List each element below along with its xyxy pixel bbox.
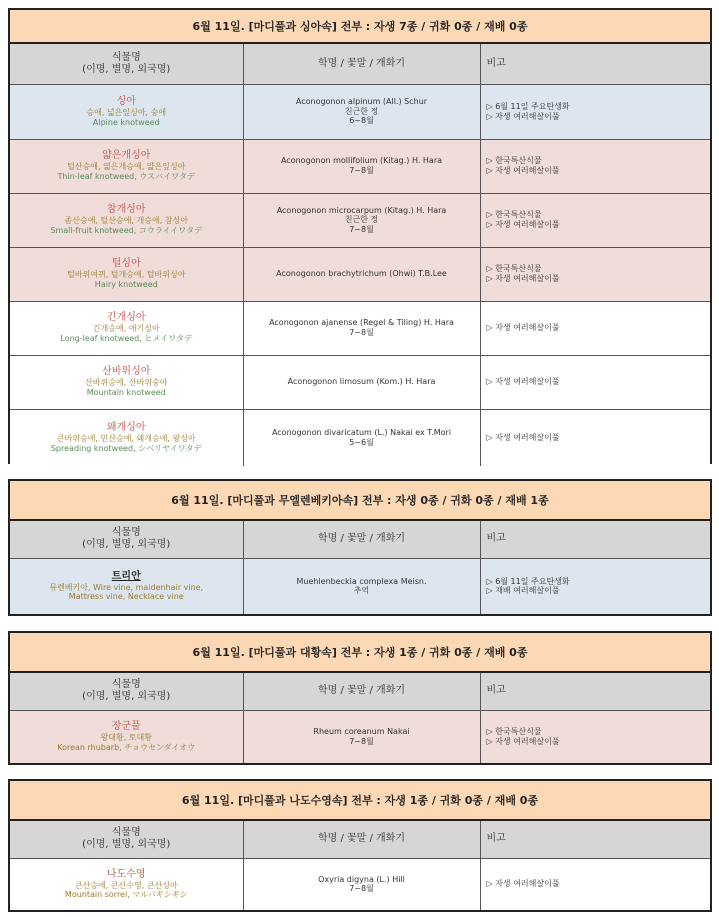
note-line: ▷ 자생 여러해살이풀 bbox=[486, 220, 560, 229]
note-line: ▷ 자생 여러해살이풀 bbox=[486, 736, 560, 746]
scientific-name: Oxyria digyna (L.) Hill bbox=[318, 874, 405, 884]
section-aconogonon bbox=[8, 8, 712, 464]
plant-note-cell bbox=[480, 193, 710, 247]
plant-aliases: 큰바위승애, 민산승애, 왜개승애, 왕싱아 bbox=[56, 434, 196, 444]
scientific-name: Aconogonon mollifolium (Kitag.) H. Hara bbox=[280, 156, 443, 166]
table-row bbox=[10, 355, 710, 409]
note-line: ▷ 한국특산식물 bbox=[486, 264, 542, 274]
note-line: ▷ 6월 11일 주요탄생화 bbox=[486, 101, 570, 111]
header-sci: 학명 / 꽃말 / 개화기 bbox=[243, 821, 480, 858]
section-title: 6월 11일. [마디풀과 무엘렌베키아속] 전부 : 자생 0종 / 귀화 0종 / 재배 1종 bbox=[10, 481, 710, 521]
plant-english: Mountain sorrel, マルバギシギシ bbox=[64, 890, 188, 900]
table-row bbox=[10, 84, 710, 139]
plant-name: 트리안 bbox=[111, 570, 141, 582]
table-row bbox=[10, 558, 710, 614]
note-line: ▷ 한국특산식물 bbox=[486, 727, 542, 737]
plant-note-cell bbox=[480, 409, 710, 466]
bloom-period: 5~6월 bbox=[349, 437, 374, 447]
plant-aliases: 왕대황, 토대황 bbox=[100, 733, 152, 743]
table-header-row bbox=[10, 521, 710, 558]
header-note: 비고 bbox=[480, 44, 710, 84]
plant-name-cell bbox=[10, 193, 243, 247]
section-title: 6월 11일. [마디풀과 나도수영속] 전부 : 자생 1종 / 귀화 0종 / 재배 0종 bbox=[10, 781, 710, 821]
note-line: ▷ 자생 여러해살이풀 bbox=[486, 274, 560, 283]
plant-note-cell bbox=[480, 558, 710, 614]
plant-sci-cell bbox=[243, 409, 480, 466]
plant-note-cell bbox=[480, 858, 710, 910]
plant-note-cell bbox=[480, 710, 710, 763]
note-line: ▷ 6월 11일 주요탄생화 bbox=[486, 576, 570, 586]
header-note: 비고 bbox=[480, 673, 710, 710]
bloom-period: 7~8월 bbox=[349, 884, 374, 894]
scientific-name: Aconogonon limosum (Kom.) H. Hara bbox=[287, 377, 436, 387]
plant-sci-cell bbox=[243, 84, 480, 139]
plant-aliases: 좀산승애, 털산승애, 개승애, 참싱아 bbox=[64, 216, 188, 226]
plant-aliases: 뮤렌베키아, Wire vine, maidenhair vine, bbox=[49, 582, 204, 592]
plant-name: 긴개싱아 bbox=[106, 312, 146, 324]
note-line: ▷ 자생 여러해살이풀 bbox=[486, 432, 560, 442]
plant-english: Thin-leaf knotweed, ウスバイワタデ bbox=[57, 172, 195, 181]
table-header-row bbox=[10, 44, 710, 84]
plant-name-cell bbox=[10, 247, 243, 301]
plant-name-cell bbox=[10, 355, 243, 409]
header-name: 식물명 (이명, 별명, 외국명) bbox=[10, 821, 243, 858]
plant-aliases: 긴개승애, 애기싱아 bbox=[92, 324, 160, 334]
plant-table bbox=[10, 673, 710, 763]
scientific-name: Aconogonon microcarpum (Kitag.) H. Hara bbox=[276, 205, 447, 215]
table-row bbox=[10, 858, 710, 910]
note-line: ▷ 자생 여러해살이풀 bbox=[486, 111, 560, 121]
plant-name-cell bbox=[10, 558, 243, 614]
table-row bbox=[10, 301, 710, 355]
plant-name: 털싱아 bbox=[111, 258, 141, 270]
flower-language: 친근한 정 bbox=[344, 106, 379, 116]
plant-aliases: 큰산승애, 큰산수영, 큰산싱아 bbox=[74, 880, 178, 890]
plant-name-cell bbox=[10, 710, 243, 763]
plant-sci-cell bbox=[243, 301, 480, 355]
plant-note-cell bbox=[480, 139, 710, 193]
plant-name: 장군풀 bbox=[111, 721, 141, 733]
scientific-name: Muehlenbeckia complexa Meisn. bbox=[296, 576, 427, 586]
bloom-period: 6~8월 bbox=[349, 116, 374, 126]
note-line: ▷ 재배 여러해살이풀 bbox=[486, 586, 560, 596]
section-rheum bbox=[8, 631, 712, 765]
scientific-name: Aconogonon divaricatum (L.) Nakai ex T.Mori bbox=[271, 428, 452, 438]
plant-table bbox=[10, 521, 710, 614]
plant-english: Small-fruit knotweed, コウライイワタデ bbox=[50, 226, 203, 235]
bloom-period: 7~8월 bbox=[349, 166, 374, 175]
plant-aliases: 산바위승애, 산바위숭아 bbox=[85, 378, 168, 388]
table-row bbox=[10, 193, 710, 247]
table-row bbox=[10, 710, 710, 763]
header-sci: 학명 / 꽃말 / 개화기 bbox=[243, 673, 480, 710]
table-row bbox=[10, 409, 710, 466]
section-muehlenbeckia bbox=[8, 479, 712, 616]
plant-name: 왜개싱아 bbox=[106, 422, 146, 434]
plant-name: 싱아 bbox=[116, 95, 136, 107]
header-note: 비고 bbox=[480, 821, 710, 858]
table-header-row bbox=[10, 673, 710, 710]
plant-english: Mountain knotweed bbox=[86, 388, 166, 397]
plant-name-cell bbox=[10, 139, 243, 193]
header-note: 비고 bbox=[480, 521, 710, 558]
section-oxyria bbox=[8, 779, 712, 912]
plant-sci-cell bbox=[243, 558, 480, 614]
bloom-period: 7~8월 bbox=[349, 736, 374, 746]
plant-note-cell bbox=[480, 301, 710, 355]
plant-english: Long-leaf knotweed, ヒメイワタデ bbox=[60, 334, 193, 343]
plant-sci-cell bbox=[243, 355, 480, 409]
plant-name-cell bbox=[10, 858, 243, 910]
header-sci: 학명 / 꽃말 / 개화기 bbox=[243, 521, 480, 558]
table-row bbox=[10, 247, 710, 301]
bloom-period: 7~8월 bbox=[349, 328, 374, 337]
plant-sci-cell bbox=[243, 247, 480, 301]
plant-sci-cell bbox=[243, 710, 480, 763]
plant-name: 산바위싱아 bbox=[102, 366, 151, 378]
note-line: ▷ 자생 여러해살이풀 bbox=[486, 879, 560, 889]
scientific-name: Aconogonon brachytrichum (Ohwi) T.B.Lee bbox=[276, 269, 447, 279]
plant-english: Hairy knotweed bbox=[94, 280, 158, 289]
plant-english: Alpine knotweed bbox=[92, 117, 160, 127]
note-line: ▷ 자생 여러해살이풀 bbox=[486, 377, 560, 387]
plant-sci-cell bbox=[243, 193, 480, 247]
note-line: ▷ 자생 여러해살이풀 bbox=[486, 166, 560, 175]
plant-name-cell bbox=[10, 409, 243, 466]
plant-table bbox=[10, 44, 710, 466]
plant-note-cell bbox=[480, 84, 710, 139]
plant-aliases: 털바위여뀌, 털개승애, 털바위싱아 bbox=[67, 270, 186, 280]
plant-note-cell bbox=[480, 355, 710, 409]
scientific-name: Aconogonon ajanense (Regel & Tiling) H. Hara bbox=[269, 318, 454, 328]
plant-sci-cell bbox=[243, 858, 480, 910]
bloom-period: 7~8월 bbox=[349, 224, 374, 234]
flower-language: 친근한 정 bbox=[344, 215, 379, 225]
section-title: 6월 11일. [마디풀과 대황속] 전부 : 자생 1종 / 귀화 0종 / 재배 0종 bbox=[10, 633, 710, 673]
plant-english: Spreading knotweed, シベリヤイワタデ bbox=[50, 443, 202, 453]
header-name: 식물명 (이명, 별명, 외국명) bbox=[10, 673, 243, 710]
plant-english: Korean rhubarb, チョウセンダイオウ bbox=[57, 742, 196, 752]
plant-name-cell bbox=[10, 84, 243, 139]
header-name: 식물명 (이명, 별명, 외국명) bbox=[10, 521, 243, 558]
section-title: 6월 11일. [마디풀과 싱아속] 전부 : 자생 7종 / 귀화 0종 / 재배 0종 bbox=[10, 10, 710, 44]
scientific-name: Rheum coreanum Nakai bbox=[313, 727, 410, 737]
plant-english: Mattress vine, Necklace vine bbox=[68, 592, 184, 602]
table-header-row bbox=[10, 821, 710, 858]
plant-aliases: 승애, 넓은잎싱아, 숭애 bbox=[86, 107, 167, 117]
note-line: ▷ 한국특산식물 bbox=[486, 210, 542, 220]
plant-sci-cell bbox=[243, 139, 480, 193]
note-line: ▷ 한국특산식물 bbox=[486, 156, 542, 166]
header-name: 식물명 (이명, 별명, 외국명) bbox=[10, 44, 243, 84]
note-line: ▷ 자생 여러해살이풀 bbox=[486, 323, 560, 333]
plant-name: 나도수영 bbox=[106, 868, 146, 880]
header-sci: 학명 / 꽃말 / 개화기 bbox=[243, 44, 480, 84]
plant-name-cell bbox=[10, 301, 243, 355]
scientific-name: Aconogonon alpinum (All.) Schur bbox=[295, 97, 428, 107]
plant-note-cell bbox=[480, 247, 710, 301]
flower-language: 추억 bbox=[353, 586, 370, 596]
plant-aliases: 털산승애, 엷은개승애, 얇은잎싱아 bbox=[67, 162, 186, 172]
plant-name: 참개싱아 bbox=[106, 204, 146, 216]
table-row bbox=[10, 139, 710, 193]
plant-name: 얇은개싱아 bbox=[102, 150, 151, 162]
plant-table bbox=[10, 821, 710, 910]
